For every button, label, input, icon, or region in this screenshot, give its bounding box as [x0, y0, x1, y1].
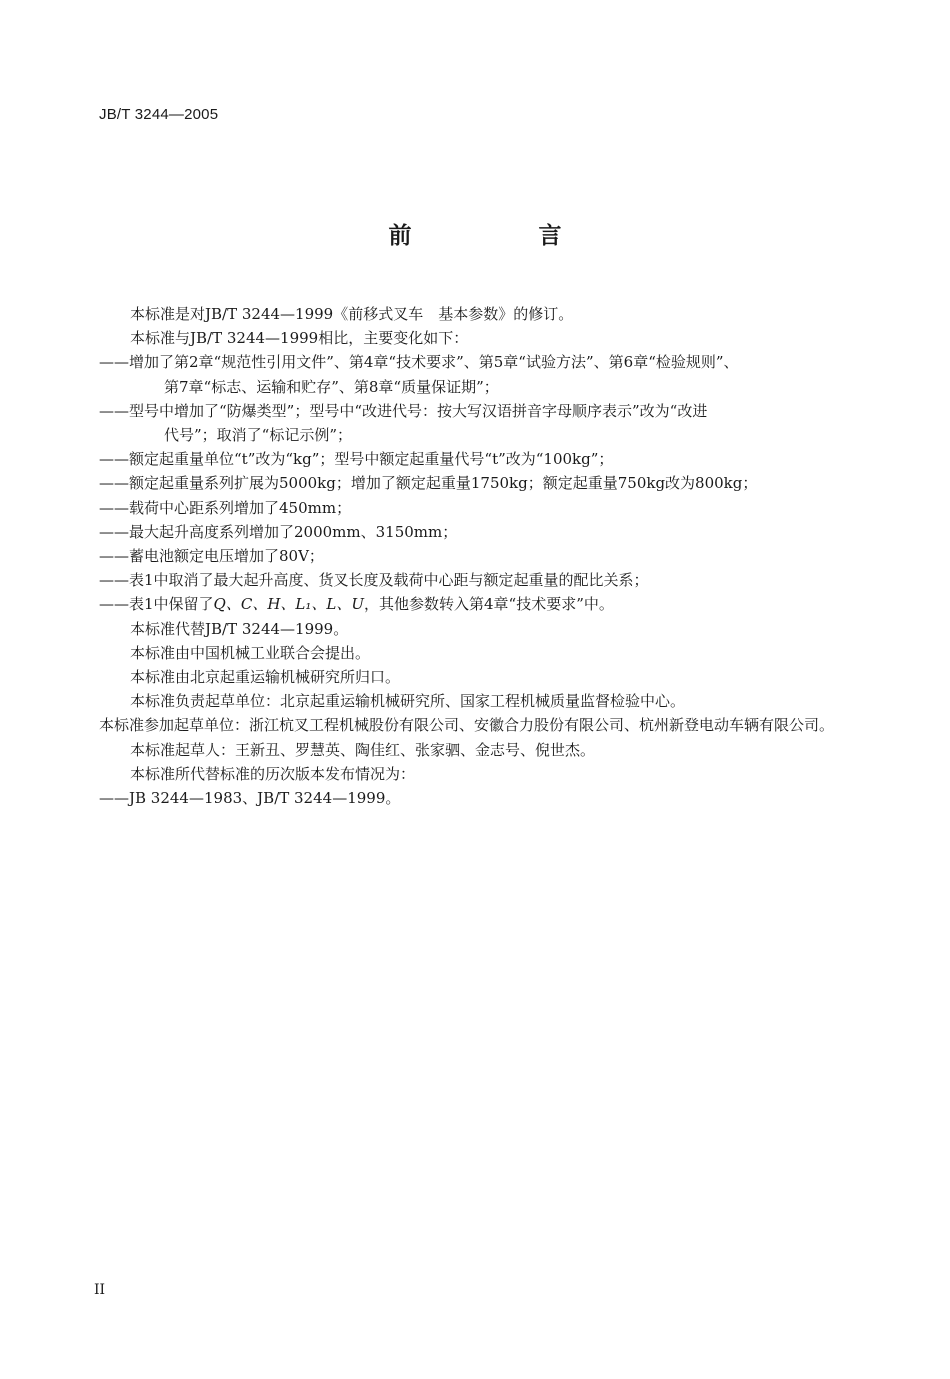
retained-parameters: Q、C、H、L₁、L、U — [213, 595, 364, 614]
statement-replaces: 本标准代替JB/T 3244—1999。 — [130, 619, 349, 638]
page-number: II — [94, 1282, 106, 1298]
change-item-2: ——型号中增加了“防爆类型”；型号中“改进代号：按大写汉语拼音字母顺序表示”改为“改进 — [99, 401, 708, 420]
statement-participating-units: 本标准参加起草单位：浙江杭叉工程机械股份有限公司、安徽合力股份有限公司、杭州新登电动车辆有限公司。 — [99, 716, 835, 735]
statement-history-intro: 本标准所代替标准的历次版本发布情况为： — [130, 764, 416, 783]
change-item-6: ——最大起升高度系列增加了2000mm、3150mm； — [99, 522, 458, 541]
change-item-5: ——载荷中心距系列增加了450mm； — [99, 498, 352, 517]
page-title: 前 言 — [388, 223, 614, 249]
change-item-1: ——增加了第2章“规范性引用文件”、第4章“技术要求”、第5章“试验方法”、第6章“检验规则”、 — [99, 353, 739, 372]
change-item-3: ——额定起重量单位“t”改为“kg”；型号中额定起重量代号“t”改为“100kg”； — [99, 450, 614, 469]
history-item: ——JB 3244—1983、JB/T 3244—1999。 — [99, 789, 401, 808]
foreword-body — [99, 302, 867, 810]
standard-code: JB/T 3244—2005 — [99, 106, 219, 123]
change-item-7: ——蓄电池额定电压增加了80V； — [99, 547, 324, 566]
change-item-4: ——额定起重量系列扩展为5000kg；增加了额定起重量1750kg；额定起重量750kg改为800kg； — [99, 474, 758, 493]
statement-managed: 本标准由北京起重运输机械研究所归口。 — [130, 668, 401, 687]
change-item-1-continued: 第7章“标志、运输和贮存”、第8章“质量保证期”； — [164, 377, 499, 396]
change-item-9-prefix: ——表1中保留了 — [99, 595, 214, 614]
statement-proposed: 本标准由中国机械工业联合会提出。 — [130, 643, 371, 662]
statement-drafters: 本标准起草人：王新丑、罗慧英、陶佳红、张家驷、金志号、倪世杰。 — [130, 740, 596, 759]
change-item-8: ——表1中取消了最大起升高度、货叉长度及载荷中心距与额定起重量的配比关系； — [99, 571, 649, 590]
change-item-9-suffix: ，其他参数转入第4章“技术要求”中。 — [363, 595, 614, 614]
statement-responsible-units: 本标准负责起草单位：北京起重运输机械研究所、国家工程机械质量监督检验中心。 — [130, 692, 686, 711]
change-item-2-continued: 代号”；取消了“标记示例”； — [164, 426, 353, 445]
intro-line-2: 本标准与JB/T 3244—1999相比，主要变化如下： — [130, 329, 469, 348]
intro-line-1: 本标准是对JB/T 3244—1999《前移式叉车 基本参数》的修订。 — [130, 305, 574, 323]
change-item-9 — [68, 592, 867, 616]
